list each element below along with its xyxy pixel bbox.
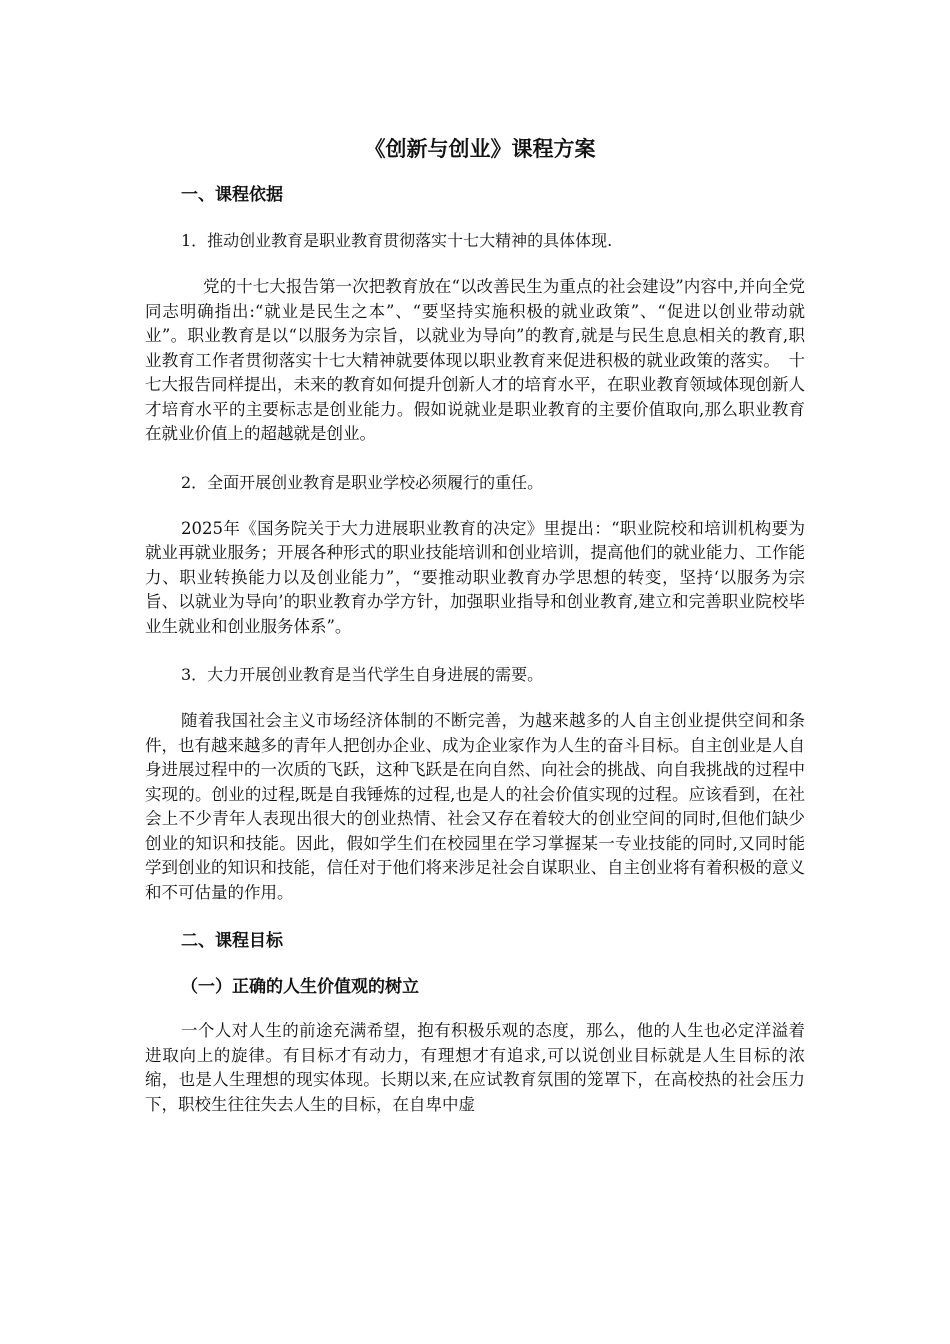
paragraph-1: 党的十七大报告第一次把教育放在“以改善民生为重点的社会建设”内容中,并向全党同志明确指出:“就业是民生之本”、“要坚持实施积极的就业政策”、“促进以创业带动就业”。职业教育是以“以服务为宗旨，以就业为导向”的教育,就是与民生息息相关的教育,职业教育工作者贯彻落实十七大精神就要体现以职业教育来促进积极的就业政策的落实。 十七大报告同样提出，未来的教育如何提升创新人才的培育水平，在职业教育领域体现创新人才培育水平的主要标志是创业能力。假如说就业是职业教育的主要价值取向,那么职业教育在就业价值上的超越就是创业。 [145, 277, 805, 443]
document-title: 《创新与创业》课程方案 [364, 137, 596, 161]
numbered-item-1: 1．推动创业教育是职业教育贯彻落实十七大精神的具体体现. [181, 231, 613, 250]
numbered-item-2: 2．全面开展创业教育是职业学校必须履行的重任。 [181, 472, 544, 492]
subsection-heading-values: （一）正确的人生价值观的树立 [181, 977, 419, 997]
paragraph-4: 一个人对人生的前途充满希望，抱有积极乐观的态度，那么，他的人生也必定洋溢着进取向上的旋律。有目标才有动力，有理想才有追求,可以说创业目标就是人生目标的浓缩，也是人生理想的现实体现。长期以来,在应试教育氛围的笼罩下，在高校热的社会压力下，职校生往往失去人生的目标，在自卑中虚 [145, 1021, 805, 1114]
paragraph-2: 2025年《国务院关于大力进展职业教育的决定》里提出：“职业院校和培训机构要为就业再就业服务；开展各种形式的职业技能培训和创业培训，提高他们的就业能力、工作能力、职业转换能力以及创业能力”，“要推动职业教育办学思想的转变，坚持‘以服务为宗旨、以就业为导向’的职业教育办学方针，加强职业指导和创业教育,建立和完善职业院校毕业生就业和创业服务体系”。 [145, 518, 805, 636]
paragraph-3: 随着我国社会主义市场经济体制的不断完善，为越来越多的人自主创业提供空间和条件，也有越来越多的青年人把创办企业、成为企业家作为人生的奋斗目标。自主创业是人自身进展过程中的一次质的飞跃，这种飞跃是在向自然、向社会的挑战、向自我挑战的过程中实现的。创业的过程,既是自我锤炼的过程,也是人的社会价值实现的过程。应该看到，在社会上不少青年人表现出很大的创业热情、社会又存在着较大的创业空间的同时,但他们缺少创业的知识和技能。因此，假如学生们在校园里在学习掌握某一专业技能的同时,又同时能学到创业的知识和技能，信任对于他们将来涉足社会自谋职业、自主创业将有着积极的意义和不可估量的作用。 [145, 711, 805, 902]
document-body [145, 133, 805, 1139]
section-heading-goals: 二、课程目标 [181, 931, 283, 951]
numbered-item-3: 3．大力开展创业教育是当代学生自身进展的需要。 [181, 665, 544, 684]
section-heading-basis: 一、课程依据 [181, 185, 283, 205]
